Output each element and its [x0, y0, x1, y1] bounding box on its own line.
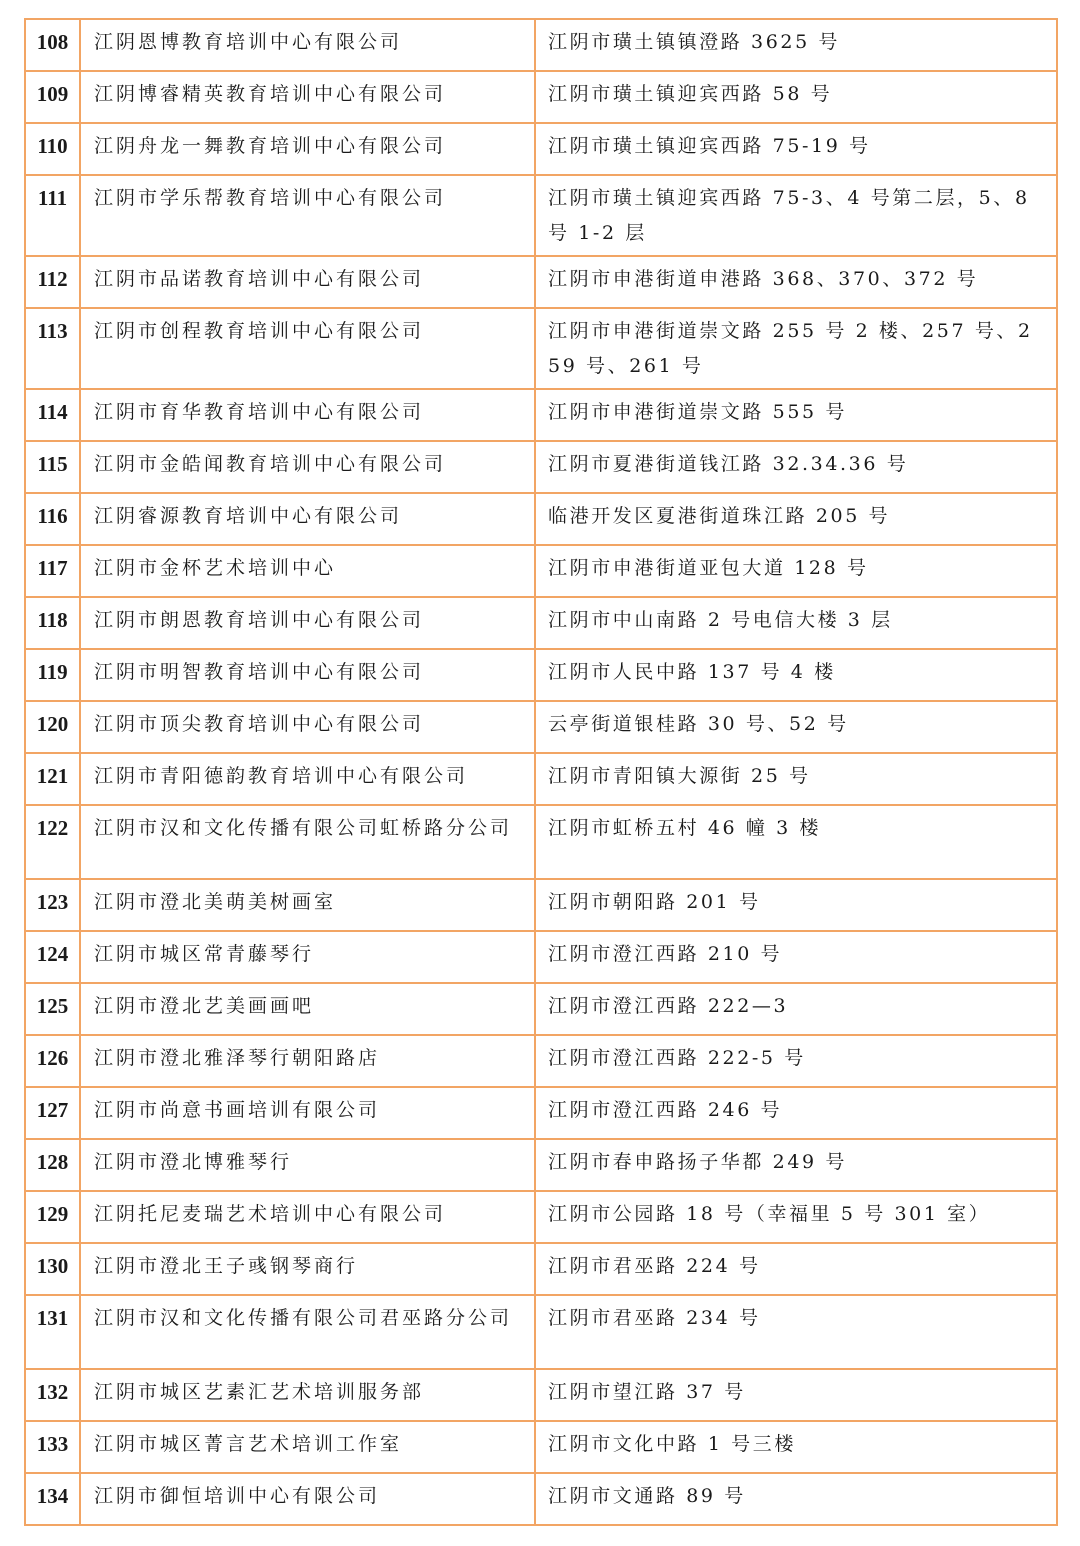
institution-name-cell: 江阴市青阳德韵教育培训中心有限公司: [80, 753, 535, 805]
institution-address-cell: 江阴市春申路扬子华都 249 号: [535, 1139, 1057, 1191]
row-number-cell: 128: [25, 1139, 80, 1191]
institution-name-cell: 江阴市汉和文化传播有限公司虹桥路分公司: [80, 805, 535, 879]
table-row: [25, 1369, 1057, 1421]
table-row: [25, 71, 1057, 123]
table-row: [25, 175, 1057, 256]
row-number-cell: 132: [25, 1369, 80, 1421]
table-row: [25, 701, 1057, 753]
row-number-cell: 133: [25, 1421, 80, 1473]
table-row: [25, 19, 1057, 71]
institution-address-cell: 江阴市朝阳路 201 号: [535, 879, 1057, 931]
institution-address-cell: 江阴市文通路 89 号: [535, 1473, 1057, 1525]
table-row: [25, 1191, 1057, 1243]
row-number-cell: 120: [25, 701, 80, 753]
institution-name-cell: 江阴市汉和文化传播有限公司君巫路分公司: [80, 1295, 535, 1369]
table-body: [25, 19, 1057, 1525]
institution-address-cell: 江阴市文化中路 1 号三楼: [535, 1421, 1057, 1473]
institution-name-cell: 江阴市顶尖教育培训中心有限公司: [80, 701, 535, 753]
table-row: [25, 123, 1057, 175]
institution-name-cell: 江阴恩博教育培训中心有限公司: [80, 19, 535, 71]
institution-table: [24, 18, 1058, 1526]
table-row: [25, 879, 1057, 931]
institution-name-cell: 江阴市城区菁言艺术培训工作室: [80, 1421, 535, 1473]
row-number-cell: 117: [25, 545, 80, 597]
institution-name-cell: 江阴市城区常青藤琴行: [80, 931, 535, 983]
institution-address-cell: 江阴市璜土镇镇澄路 3625 号: [535, 19, 1057, 71]
institution-address-cell: 江阴市澄江西路 210 号: [535, 931, 1057, 983]
table-row: [25, 597, 1057, 649]
institution-name-cell: 江阴市育华教育培训中心有限公司: [80, 389, 535, 441]
institution-name-cell: 江阴市城区艺素汇艺术培训服务部: [80, 1369, 535, 1421]
institution-name-cell: 江阴市金皓闻教育培训中心有限公司: [80, 441, 535, 493]
table-row: [25, 441, 1057, 493]
row-number-cell: 116: [25, 493, 80, 545]
institution-address-cell: 江阴市申港街道崇文路 255 号 2 楼、257 号、259 号、261 号: [535, 308, 1057, 389]
institution-name-cell: 江阴市澄北王子彧钢琴商行: [80, 1243, 535, 1295]
row-number-cell: 130: [25, 1243, 80, 1295]
institution-address-cell: 江阴市望江路 37 号: [535, 1369, 1057, 1421]
table-row: [25, 389, 1057, 441]
institution-address-cell: 江阴市君巫路 224 号: [535, 1243, 1057, 1295]
institution-address-cell: 江阴市君巫路 234 号: [535, 1295, 1057, 1369]
institution-table-container: [24, 18, 1056, 1526]
institution-address-cell: 江阴市璜土镇迎宾西路 75-19 号: [535, 123, 1057, 175]
row-number-cell: 131: [25, 1295, 80, 1369]
institution-name-cell: 江阴市尚意书画培训有限公司: [80, 1087, 535, 1139]
table-row: [25, 1421, 1057, 1473]
table-row: [25, 493, 1057, 545]
table-row: [25, 1473, 1057, 1525]
row-number-cell: 124: [25, 931, 80, 983]
institution-address-cell: 江阴市璜土镇迎宾西路 75-3、4 号第二层，5、8 号 1-2 层: [535, 175, 1057, 256]
institution-name-cell: 江阴市澄北美萌美树画室: [80, 879, 535, 931]
row-number-cell: 126: [25, 1035, 80, 1087]
row-number-cell: 112: [25, 256, 80, 308]
row-number-cell: 121: [25, 753, 80, 805]
institution-address-cell: 江阴市人民中路 137 号 4 楼: [535, 649, 1057, 701]
row-number-cell: 127: [25, 1087, 80, 1139]
table-row: [25, 931, 1057, 983]
table-row: [25, 983, 1057, 1035]
table-row: [25, 545, 1057, 597]
institution-name-cell: 江阴市御恒培训中心有限公司: [80, 1473, 535, 1525]
institution-address-cell: 江阴市澄江西路 222—3: [535, 983, 1057, 1035]
institution-address-cell: 江阴市澄江西路 246 号: [535, 1087, 1057, 1139]
institution-address-cell: 江阴市夏港街道钱江路 32.34.36 号: [535, 441, 1057, 493]
row-number-cell: 111: [25, 175, 80, 256]
institution-address-cell: 临港开发区夏港街道珠江路 205 号: [535, 493, 1057, 545]
institution-address-cell: 江阴市澄江西路 222-5 号: [535, 1035, 1057, 1087]
institution-address-cell: 江阴市申港街道申港路 368、370、372 号: [535, 256, 1057, 308]
table-row: [25, 256, 1057, 308]
table-row: [25, 1295, 1057, 1369]
table-row: [25, 1139, 1057, 1191]
table-row: [25, 753, 1057, 805]
institution-name-cell: 江阴市学乐帮教育培训中心有限公司: [80, 175, 535, 256]
table-row: [25, 308, 1057, 389]
institution-name-cell: 江阴市品诺教育培训中心有限公司: [80, 256, 535, 308]
institution-address-cell: 云亭街道银桂路 30 号、52 号: [535, 701, 1057, 753]
institution-address-cell: 江阴市中山南路 2 号电信大楼 3 层: [535, 597, 1057, 649]
institution-name-cell: 江阴市明智教育培训中心有限公司: [80, 649, 535, 701]
institution-name-cell: 江阴市澄北雅泽琴行朝阳路店: [80, 1035, 535, 1087]
institution-name-cell: 江阴市澄北博雅琴行: [80, 1139, 535, 1191]
row-number-cell: 134: [25, 1473, 80, 1525]
row-number-cell: 113: [25, 308, 80, 389]
institution-name-cell: 江阴市金杯艺术培训中心: [80, 545, 535, 597]
institution-address-cell: 江阴市申港街道亚包大道 128 号: [535, 545, 1057, 597]
institution-address-cell: 江阴市璜土镇迎宾西路 58 号: [535, 71, 1057, 123]
row-number-cell: 129: [25, 1191, 80, 1243]
row-number-cell: 123: [25, 879, 80, 931]
institution-address-cell: 江阴市青阳镇大源街 25 号: [535, 753, 1057, 805]
institution-name-cell: 江阴市朗恩教育培训中心有限公司: [80, 597, 535, 649]
table-row: [25, 1035, 1057, 1087]
row-number-cell: 114: [25, 389, 80, 441]
row-number-cell: 118: [25, 597, 80, 649]
table-row: [25, 805, 1057, 879]
institution-address-cell: 江阴市虹桥五村 46 幢 3 楼: [535, 805, 1057, 879]
row-number-cell: 108: [25, 19, 80, 71]
institution-name-cell: 江阴市澄北艺美画画吧: [80, 983, 535, 1035]
row-number-cell: 109: [25, 71, 80, 123]
row-number-cell: 115: [25, 441, 80, 493]
institution-name-cell: 江阴托尼麦瑞艺术培训中心有限公司: [80, 1191, 535, 1243]
row-number-cell: 119: [25, 649, 80, 701]
institution-name-cell: 江阴睿源教育培训中心有限公司: [80, 493, 535, 545]
row-number-cell: 110: [25, 123, 80, 175]
institution-name-cell: 江阴市创程教育培训中心有限公司: [80, 308, 535, 389]
table-row: [25, 649, 1057, 701]
table-row: [25, 1087, 1057, 1139]
row-number-cell: 125: [25, 983, 80, 1035]
row-number-cell: 122: [25, 805, 80, 879]
table-row: [25, 1243, 1057, 1295]
institution-name-cell: 江阴舟龙一舞教育培训中心有限公司: [80, 123, 535, 175]
institution-address-cell: 江阴市申港街道崇文路 555 号: [535, 389, 1057, 441]
institution-address-cell: 江阴市公园路 18 号（幸福里 5 号 301 室）: [535, 1191, 1057, 1243]
institution-name-cell: 江阴博睿精英教育培训中心有限公司: [80, 71, 535, 123]
